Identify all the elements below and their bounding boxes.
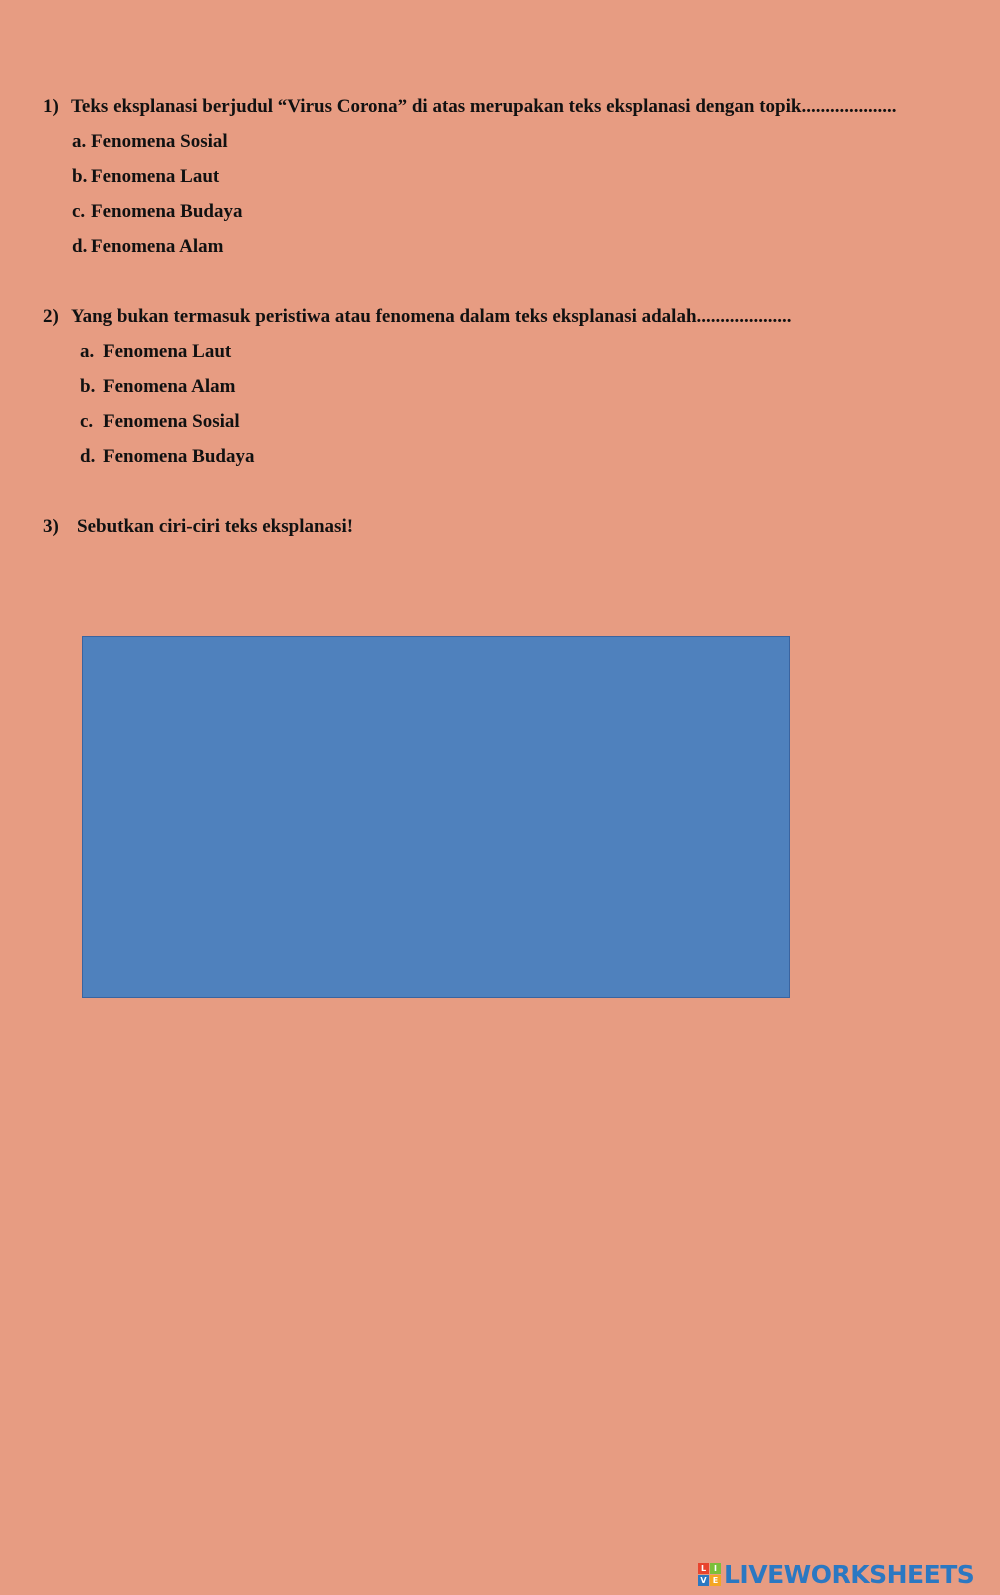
option-text: Fenomena Laut (103, 341, 232, 362)
option-letter: a. (72, 131, 87, 152)
option-1c (72, 201, 243, 223)
question-text: Teks eksplanasi berjudul “Virus Corona” di atas merupakan teks eksplanasi dengan topik.................... (71, 96, 897, 117)
option-letter: d. (80, 446, 96, 467)
option-text: Fenomena Budaya (103, 446, 255, 467)
option-1d (72, 236, 223, 258)
option-2b (80, 376, 235, 398)
question-number: 2) (43, 306, 59, 327)
option-1b (72, 166, 219, 188)
question-1 (43, 96, 896, 118)
option-text: Fenomena Sosial (91, 131, 228, 152)
question-text: Yang bukan termasuk peristiwa atau fenomena dalam teks eksplanasi adalah.................... (71, 306, 792, 327)
question-number: 3) (43, 516, 59, 537)
question-text: Sebutkan ciri-ciri teks eksplanasi! (77, 516, 354, 537)
logo-letter-i: I (710, 1563, 721, 1574)
option-text: Fenomena Laut (91, 166, 220, 187)
option-text: Fenomena Sosial (103, 411, 240, 432)
option-text: Fenomena Budaya (91, 201, 243, 222)
option-2d (80, 446, 255, 468)
option-2c (80, 411, 240, 433)
question-number: 1) (43, 96, 59, 117)
logo-grid-icon (698, 1563, 721, 1586)
option-2a (80, 341, 231, 363)
logo-text: LIVEWORKSHEETS (724, 1559, 975, 1589)
question-3 (43, 516, 353, 538)
option-letter: c. (72, 201, 86, 222)
option-letter: b. (80, 376, 96, 397)
option-letter: a. (80, 341, 95, 362)
option-text: Fenomena Alam (91, 236, 224, 257)
logo-letter-l: L (698, 1563, 709, 1574)
logo-letter-v: V (698, 1575, 709, 1586)
option-text: Fenomena Alam (103, 376, 236, 397)
option-1a (72, 131, 228, 153)
liveworksheets-logo (698, 1559, 974, 1589)
answer-textbox[interactable] (82, 636, 790, 998)
logo-letter-e: E (710, 1575, 721, 1586)
option-letter: c. (80, 411, 94, 432)
option-letter: b. (72, 166, 88, 187)
question-2 (43, 306, 792, 328)
option-letter: d. (72, 236, 88, 257)
